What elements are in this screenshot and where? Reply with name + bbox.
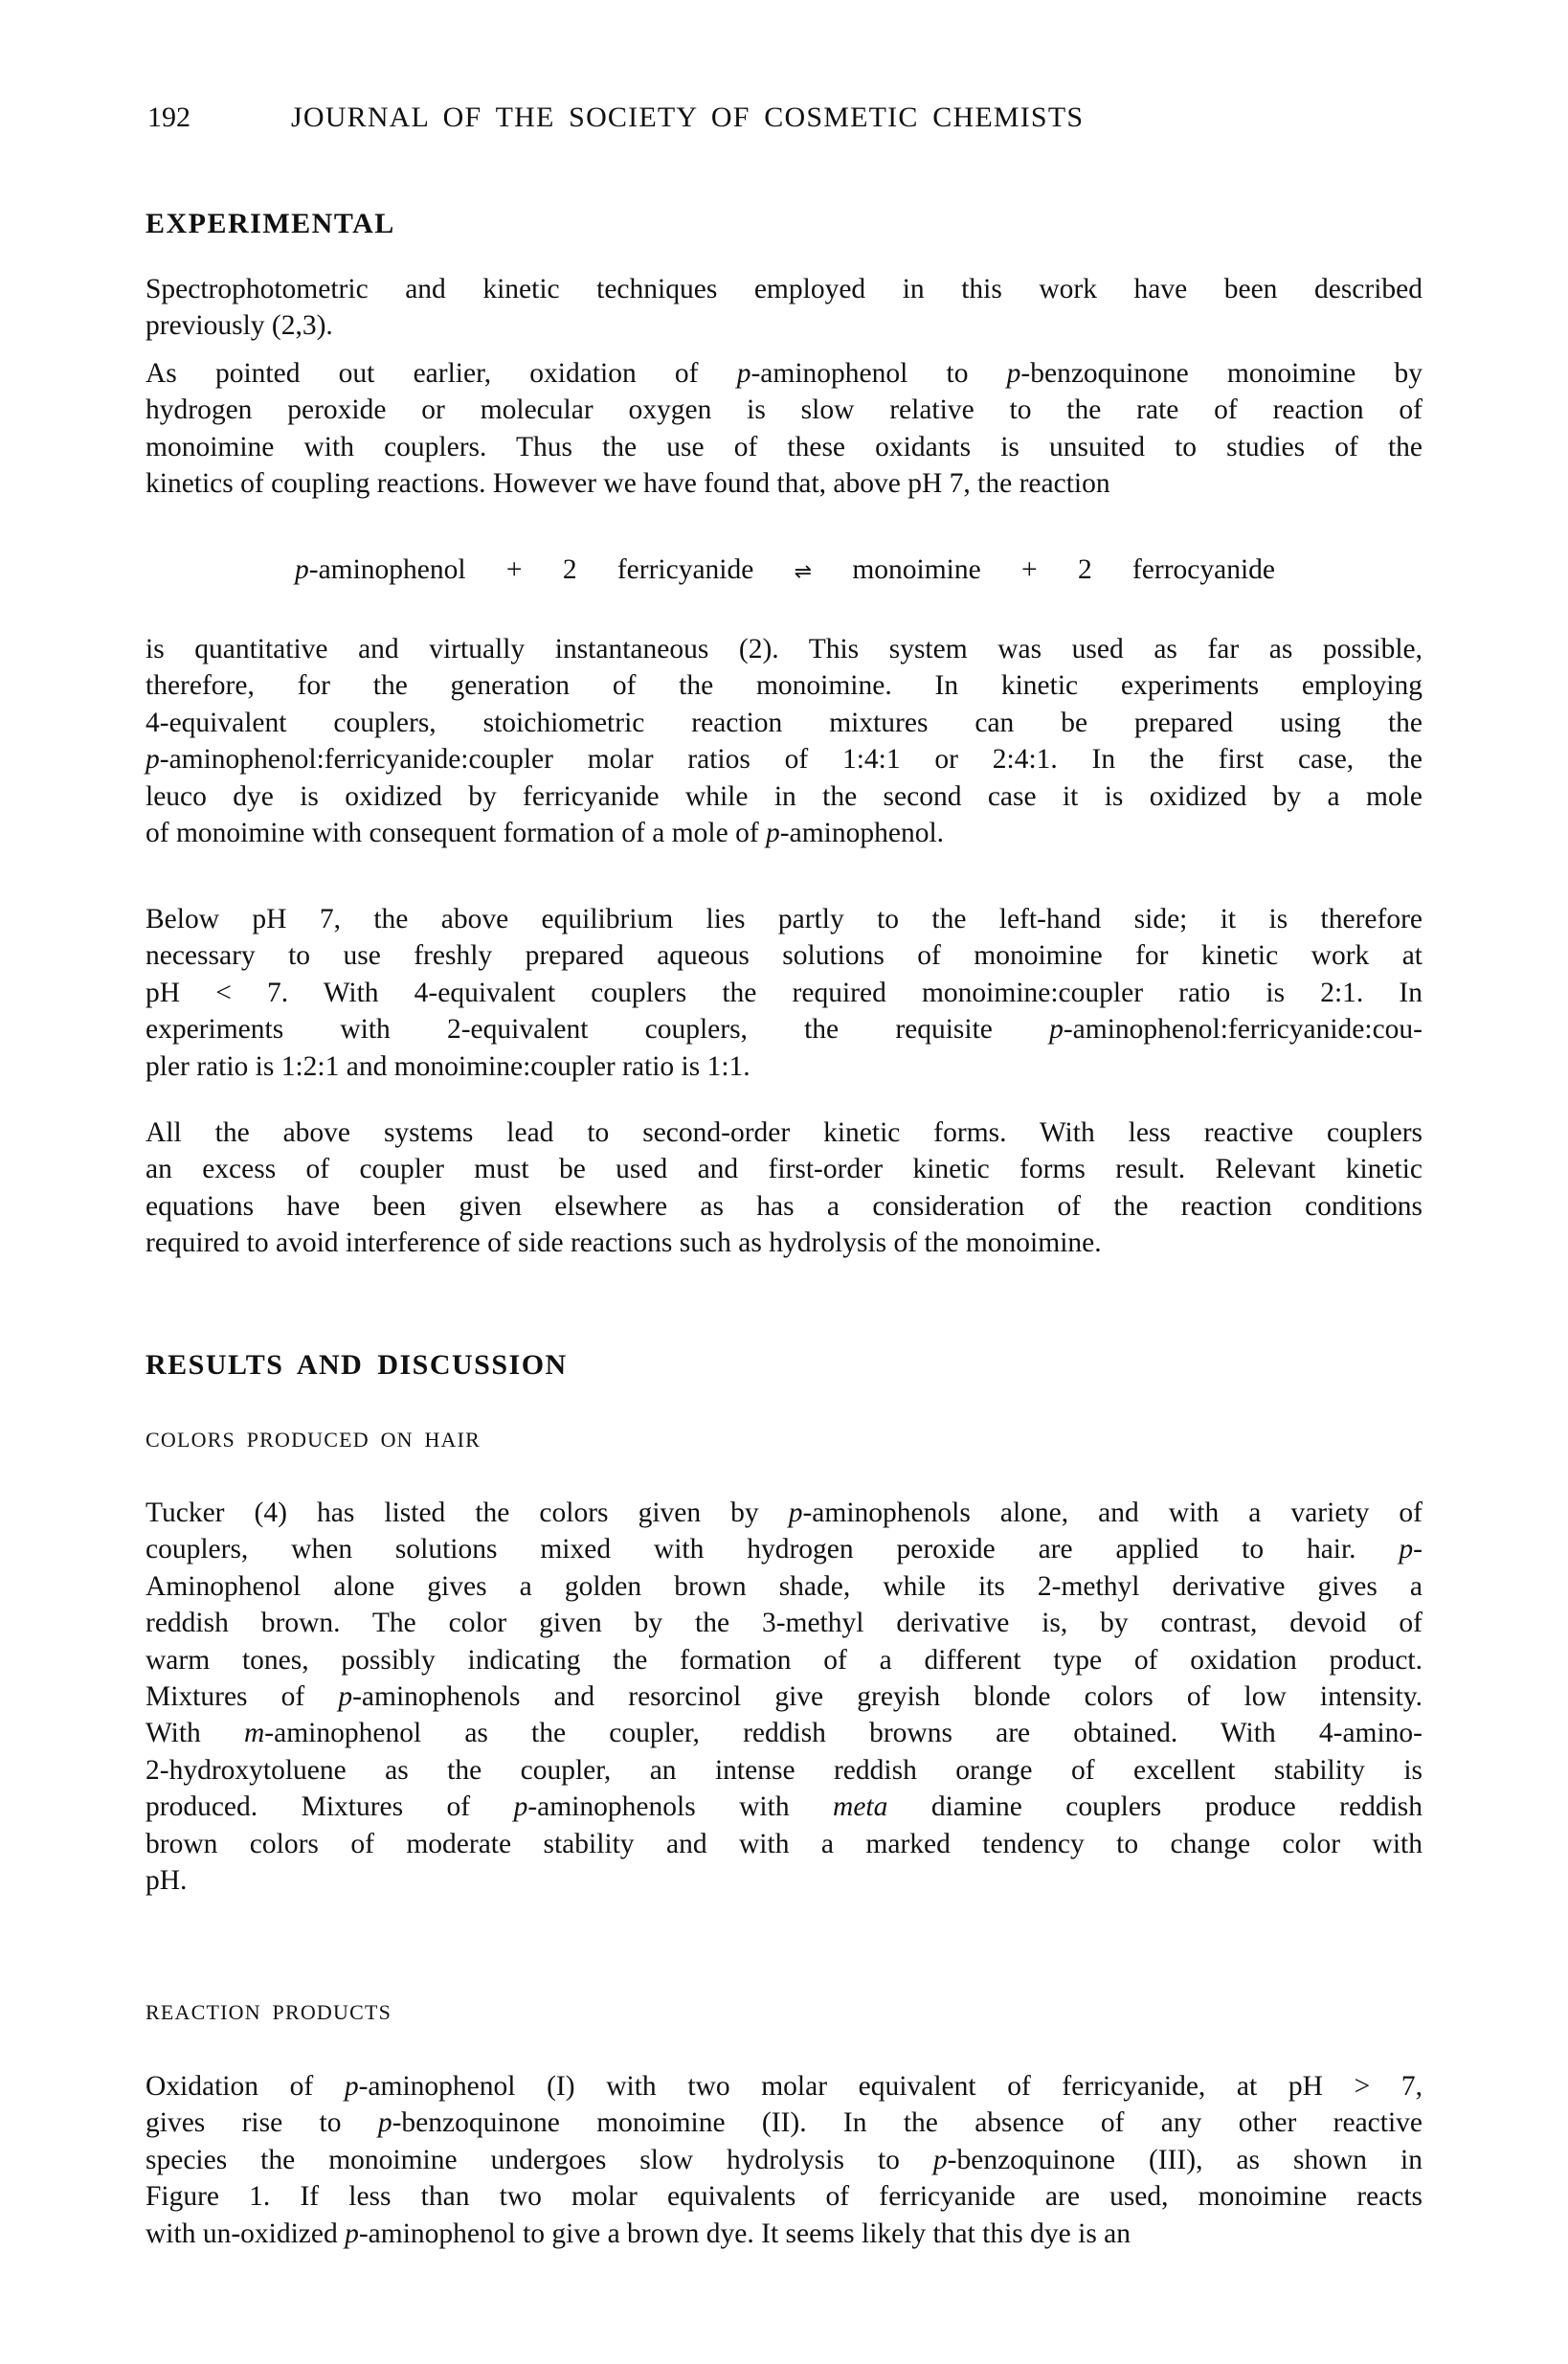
text-line: with un-oxidized p-aminophenol to give a brown dye. It seems likely that this dye is an — [146, 2218, 1131, 2249]
subsection-heading-reaction-products: REACTION PRODUCTS — [146, 2000, 392, 2024]
italic-term: p — [766, 817, 780, 848]
text-line: Aminophenol alone gives a golden brown shade, while its 2-methyl derivative gives a — [146, 1570, 1422, 1602]
text-line: reddish brown. The color given by the 3-methyl derivative is, by contrast, devoid of — [146, 1608, 1422, 1639]
paragraph — [146, 631, 1422, 851]
text-line: couplers, when solutions mixed with hydrogen peroxide are applied to hair. p- — [146, 1534, 1422, 1565]
text-line: Mixtures of p-aminophenols and resorcinol give greyish blonde colors of low intensity. — [146, 1680, 1422, 1712]
text-line: kinetics of coupling reactions. However we have found that, above pH 7, the reaction — [146, 468, 1110, 500]
italic-term: p — [146, 744, 160, 776]
text-line: With m-aminophenol as the coupler, reddish browns are obtained. With 4-amino- — [146, 1718, 1422, 1749]
equation-reactant — [295, 554, 466, 585]
page-number: 192 — [147, 101, 190, 133]
text-line: Tucker (4) has listed the colors given by p-aminophenols alone, and with a variety of — [146, 1497, 1422, 1528]
text-line: previously (2,3). — [146, 310, 333, 342]
subsection-heading-colors: COLORS PRODUCED ON HAIR — [146, 1428, 482, 1452]
text-line: p-aminophenol:ferricyanide:coupler molar ratios of 1:4:1 or 2:4:1. In the first case, the — [146, 744, 1422, 776]
italic-term: p — [932, 2144, 948, 2175]
italic-term: p — [513, 1791, 528, 1823]
plus-sign: + — [1021, 554, 1038, 585]
text-line: Spectrophotometric and kinetic techniques employed in this work have been described — [146, 274, 1422, 304]
text-line: Oxidation of p-aminophenol (I) with two molar equivalent of ferricyanide, at pH > 7, — [146, 2071, 1422, 2102]
text-line: All the above systems lead to second-order kinetic forms. With less reactive couplers — [146, 1117, 1422, 1148]
text-line: is quantitative and virtually instantaneous (2). This system was used as far as possible, — [146, 634, 1422, 664]
text-line: 4-equivalent couplers, stoichiometric reaction mixtures can be prepared using the — [146, 707, 1422, 738]
equation-product-2: 2 ferrocyanide — [1077, 554, 1276, 585]
italic-term: p — [1049, 1014, 1064, 1046]
plus-sign: + — [505, 554, 523, 585]
italic-term: p — [344, 2071, 359, 2102]
text-line: brown colors of moderate stability and with a marked tendency to change color with — [146, 1828, 1422, 1859]
paragraph — [146, 1114, 1422, 1262]
italic-term: p — [377, 2107, 392, 2139]
text-line: species the monoimine undergoes slow hydrolysis to p-benzoquinone (III), as shown in — [146, 2144, 1422, 2175]
text-line: warm tones, possibly indicating the formation of a different type of oxidation product. — [146, 1644, 1422, 1676]
text-line: of monoimine with consequent formation of a mole of p-aminophenol. — [146, 817, 945, 848]
text-line: As pointed out earlier, oxidation of p-aminophenol to p-benzoquinone monoimine by — [146, 358, 1422, 389]
section-heading-results: RESULTS AND DISCUSSION — [146, 1349, 568, 1381]
text-line: leuco dye is oxidized by ferricyanide while in the second case it is oxidized by a mole — [146, 780, 1422, 812]
journal-title: JOURNAL OF THE SOCIETY OF COSMETIC CHEMISTS — [291, 101, 1085, 133]
text-line: equations have been given elsewhere as has a consideration of the reaction conditions — [146, 1190, 1422, 1222]
text-line: necessary to use freshly prepared aqueous solutions of monoimine for kinetic work at — [146, 940, 1422, 972]
italic-term: p — [788, 1497, 803, 1528]
text-line: pH. — [146, 1864, 188, 1896]
italic-term: m — [243, 1718, 265, 1749]
text-line: therefore, for the generation of the monoimine. In kinetic experiments employing — [146, 670, 1422, 702]
paragraph — [146, 355, 1422, 503]
para-prefix: p — [295, 554, 309, 585]
italic-term: p — [338, 1680, 353, 1712]
paragraph — [146, 2068, 1422, 2252]
text-line: monoimine with couplers. Thus the use of these oxidants is unsuited to studies of the — [146, 431, 1422, 462]
text-line: produced. Mixtures of p-aminophenols with meta diamine couplers produce reddish — [146, 1791, 1422, 1823]
running-head — [147, 101, 1296, 144]
paragraph — [146, 1495, 1422, 1899]
text-line: Figure 1. If less than two molar equivalents of ferricyanide are used, monoimine reacts — [146, 2181, 1422, 2213]
chemical-equation — [295, 552, 1275, 591]
italic-term: p — [1006, 358, 1021, 389]
text-line: hydrogen peroxide or molecular oxygen is slow relative to the rate of reaction of — [146, 394, 1422, 426]
italic-term: p — [345, 2218, 359, 2249]
text-line: Below pH 7, the above equilibrium lies partly to the left-hand side; it is therefore — [146, 904, 1422, 934]
section-heading-experimental: EXPERIMENTAL — [146, 208, 395, 239]
equation-product: monoimine — [852, 554, 981, 585]
italic-term: p — [736, 358, 751, 389]
text-line: pH < 7. With 4-equivalent couplers the required monoimine:coupler ratio is 2:1. In — [146, 977, 1422, 1008]
equation-reactant-2: 2 ferricyanide — [562, 554, 754, 585]
text-line: required to avoid interference of side reactions such as hydrolysis of the monoimine. — [146, 1227, 1102, 1259]
italic-term: p — [1399, 1534, 1414, 1565]
paragraph — [146, 271, 1422, 345]
text-line: 2-hydroxytoluene as the coupler, an intense reddish orange of excellent stability is — [146, 1754, 1422, 1786]
text-line: pler ratio is 1:2:1 and monoimine:coupler ratio is 1:1. — [146, 1050, 750, 1082]
text-line: an excess of coupler must be used and first-order kinetic forms result. Relevant kinetic — [146, 1154, 1422, 1185]
italic-term: meta — [833, 1791, 888, 1823]
equilibrium-arrow-icon: ⇌ — [794, 560, 813, 584]
text-line: gives rise to p-benzoquinone monoimine (II). In the absence of any other reactive — [146, 2107, 1422, 2139]
reactant-name: -aminophenol — [308, 554, 466, 585]
text-line: experiments with 2-equivalent couplers, the requisite p-aminophenol:ferricyanide:cou- — [146, 1014, 1422, 1046]
paragraph — [146, 901, 1422, 1085]
